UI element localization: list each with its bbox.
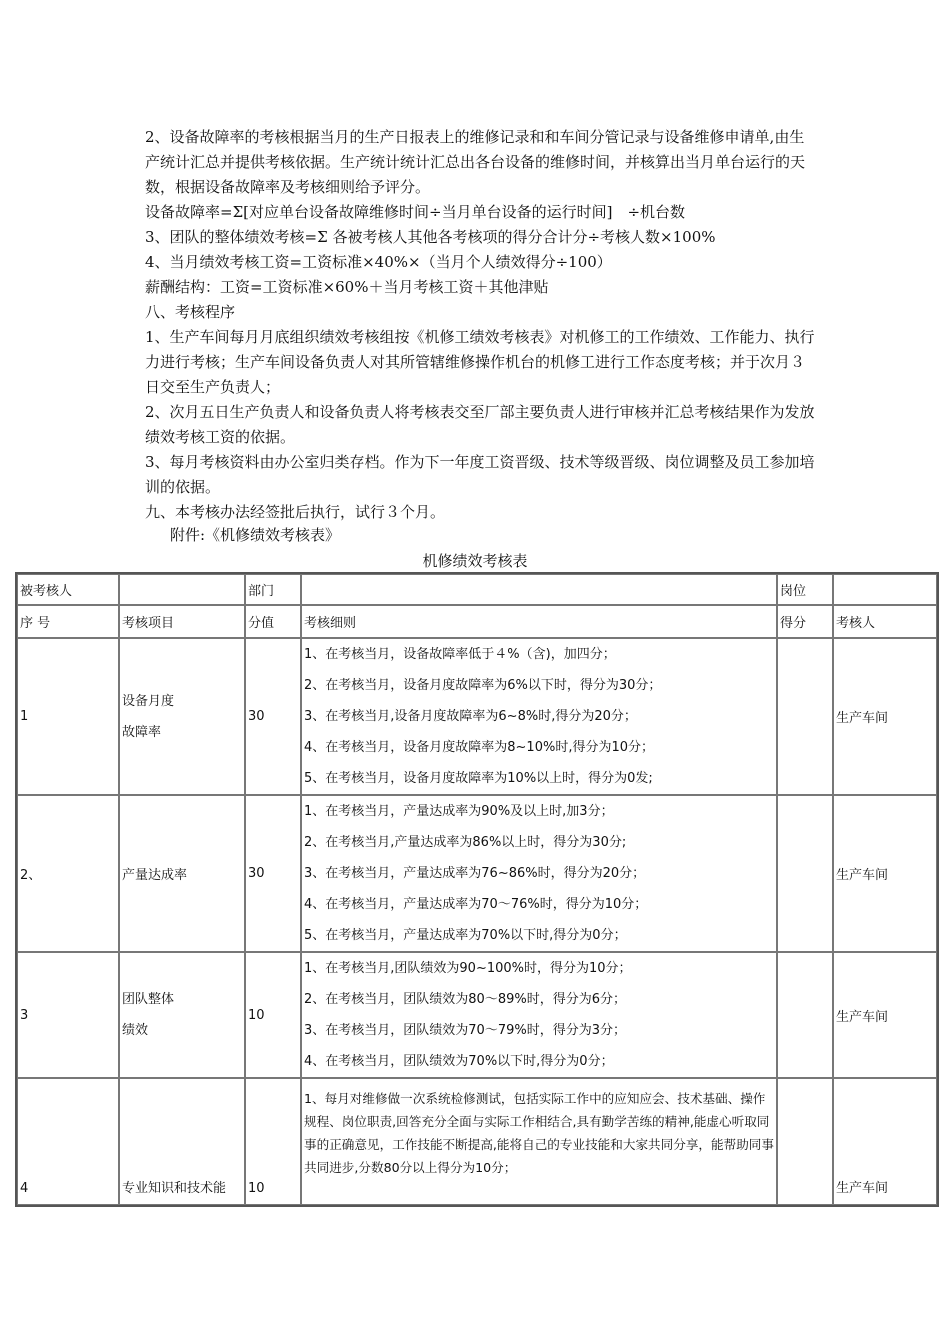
post-label: 岗位 [777, 574, 833, 605]
header-got: 得分 [777, 605, 833, 638]
detail-line: 5、在考核当月，产量达成率为70%以下时,得分为0分； [304, 928, 627, 943]
detail-line: 1、在考核当月,团队绩效为90~100%时，得分为10分； [304, 961, 632, 976]
header-score: 分值 [245, 605, 301, 638]
cell-seq: 3 [17, 952, 119, 1078]
detail-line: 4、在考核当月，产量达成率为70～76%时，得分为10分； [304, 897, 648, 912]
intro-text [145, 125, 817, 525]
section-heading: 八、考核程序 [145, 303, 236, 321]
cell-got [777, 952, 833, 1078]
table-row [17, 795, 937, 952]
cell-score: 10 [245, 1078, 301, 1205]
cell-seq: 4 [17, 1078, 119, 1205]
cell-assessor: 生产车间 [833, 795, 937, 952]
cell-seq: 1 [17, 638, 119, 795]
item-line: 故障率 [122, 724, 162, 740]
table-row [17, 1078, 937, 1205]
cell-item [119, 638, 245, 795]
detail-line: 4、在考核当月，设备月度故障率为8~10%时,得分为10分； [304, 740, 655, 755]
cell-seq: 2、 [17, 795, 119, 952]
paragraph: 3、团队的整体绩效考核=Σ 各被考核人其他各考核项的得分合计分÷考核人数×100% [145, 228, 716, 246]
detail-line: 1、在考核当月，设备故障率低于４%（含)，加四分； [304, 647, 616, 662]
detail-line: 1、每月对维修做一次系统检修测试，包括实际工作中的应知应会、技术基础、操作规程、岗位职责,回答充分全面与实际工作相结合,具有勤学苦练的精神,能虚心听取同事的正确意见，工作技能不断提高,能将自己的专业技能和大家共同分享，能帮助同事共同进步,分数80分以上得分为10分； [304, 1091, 774, 1175]
detail-line: 4、在考核当月，团队绩效为70%以下时,得分为0分； [304, 1054, 614, 1069]
table-header-row [17, 605, 937, 638]
assessment-table [15, 572, 939, 1207]
table-row [17, 638, 937, 795]
detail-line: 5、在考核当月，设备月度故障率为10%以上时，得分为0发; [304, 771, 653, 786]
cell-assessor: 生产车间 [833, 952, 937, 1078]
cell-got [777, 795, 833, 952]
item-line: 设备月度 [122, 693, 175, 709]
cell-detail [301, 638, 777, 795]
paragraph: 2、次月五日生产负责人和设备负责人将考核表交至厂部主要负责人进行审核并汇总考核结果作为发放绩效考核工资的依据。 [145, 403, 815, 446]
cell-score: 30 [245, 795, 301, 952]
assessee-value [119, 574, 245, 605]
cell-score: 10 [245, 952, 301, 1078]
detail-line: 2、在考核当月，团队绩效为80～89%时，得分为6分； [304, 992, 626, 1007]
cell-detail [301, 1078, 777, 1205]
dept-value [301, 574, 777, 605]
detail-line: 2、在考核当月,产量达成率为86%以上时，得分为30分; [304, 835, 627, 850]
annex-note: 附件:《机修绩效考核表》 [170, 526, 341, 544]
header-detail: 考核细则 [301, 605, 777, 638]
header-assessor: 考核人 [833, 605, 937, 638]
paragraph: 2、设备故障率的考核根据当月的生产日报表上的维修记录和和车间分管记录与设备维修申请单,由生产统计汇总并提供考核依据。生产统计统计汇总出各台设备的维修时间，并核算出当月单台运行的天数，根据设备故障率及考核细则给予评分。 [145, 128, 806, 196]
table-row [17, 952, 937, 1078]
detail-line: 3、在考核当月，产量达成率为76~86%时，得分为20分； [304, 866, 646, 881]
header-seq: 序 号 [17, 605, 119, 638]
header-item: 考核项目 [119, 605, 245, 638]
cell-item: 产量达成率 [119, 795, 245, 952]
detail-line: 3、在考核当月,设备月度故障率为6~8%时,得分为20分； [304, 709, 637, 724]
table-row [17, 574, 937, 605]
paragraph: 1、生产车间每月月底组织绩效考核组按《机修工绩效考核表》对机修工的工作绩效、工作能力、执行力进行考核；生产车间设备负责人对其所管辖维修操作机台的机修工进行工作态度考核；并于次月３日交至生产负责人； [145, 328, 815, 396]
detail-line: 1、在考核当月，产量达成率为90%及以上时,加3分； [304, 804, 614, 819]
paragraph: 薪酬结构：工资=工资标准×60%＋当月考核工资＋其他津贴 [145, 278, 549, 296]
cell-item [119, 952, 245, 1078]
section-heading: 九、本考核办法经签批后执行，试行３个月。 [145, 503, 446, 521]
item-line: 绩效 [122, 1023, 149, 1038]
cell-score: 30 [245, 638, 301, 795]
table-title: 机修绩效考核表 [422, 552, 528, 570]
assessee-label: 被考核人 [17, 574, 119, 605]
post-value [833, 574, 937, 605]
detail-line: 3、在考核当月，团队绩效为70～79%时，得分为3分； [304, 1023, 626, 1038]
paragraph: 设备故障率=Σ[对应单台设备故障维修时间÷当月单台设备的运行时间] ÷机台数 [145, 203, 686, 221]
cell-item: 专业知识和技术能 [119, 1078, 245, 1205]
cell-assessor: 生产车间 [833, 1078, 937, 1205]
cell-detail [301, 952, 777, 1078]
dept-label: 部门 [245, 574, 301, 605]
cell-assessor: 生产车间 [833, 638, 937, 795]
paragraph: 4、当月绩效考核工资=工资标准×40%×（当月个人绩效得分÷100） [145, 253, 612, 271]
paragraph: 3、每月考核资料由办公室归类存档。作为下一年度工资晋级、技术等级晋级、岗位调整及员工参加培训的依据。 [145, 453, 815, 496]
item-line: 团队整体 [122, 992, 175, 1007]
cell-detail [301, 795, 777, 952]
cell-got [777, 1078, 833, 1205]
detail-line: 2、在考核当月，设备月度故障率为6%以下时，得分为30分； [304, 678, 662, 693]
cell-got [777, 638, 833, 795]
